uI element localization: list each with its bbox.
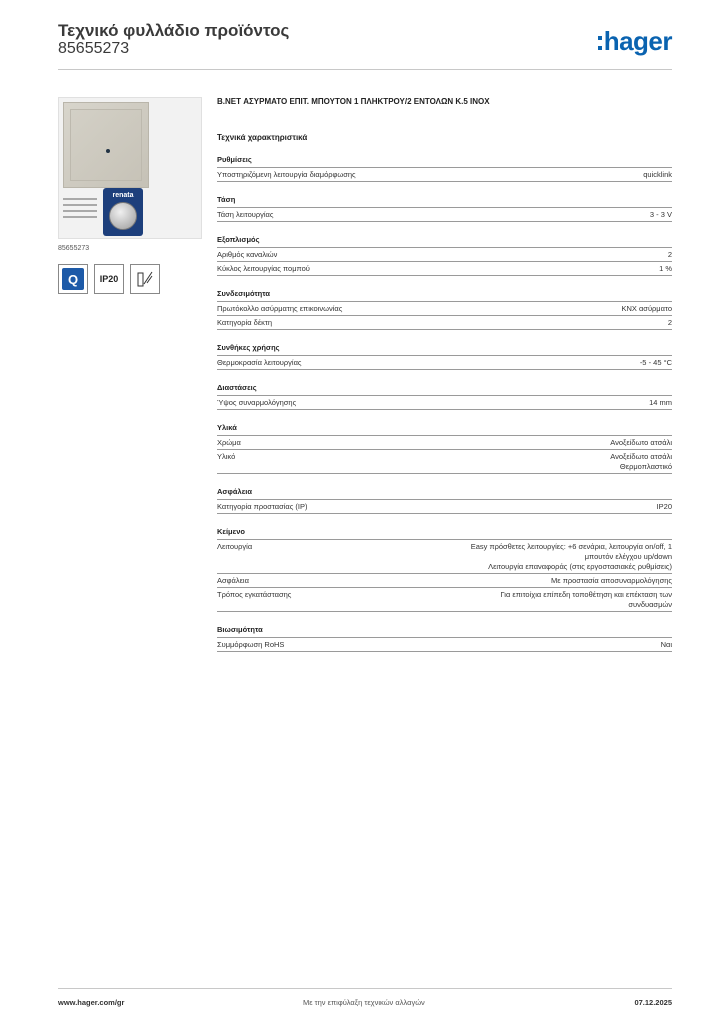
spec-value-line: Easy πρόσθετες λειτουργίες: +6 σενάρια, λειτουργία on/off, 1 (470, 542, 672, 551)
spec-value (417, 542, 672, 572)
spec-row (217, 450, 672, 474)
spec-label: Τρόπος εγκατάστασης (217, 590, 292, 599)
logo-text: hager (603, 26, 672, 56)
spec-row (217, 168, 672, 182)
battery-brand: renata (112, 192, 134, 199)
spec-label: Κύκλος λειτουργίας πομπού (217, 264, 310, 273)
spec-value (417, 318, 672, 328)
section-title: Συνθήκες χρήσης (217, 343, 672, 356)
section-title: Υλικά (217, 423, 672, 436)
spec-label: Ασφάλεια (217, 576, 249, 585)
section-title: Βιωσιμότητα (217, 625, 672, 638)
spec-value (417, 438, 672, 448)
spec-value-line: -5 - 45 °C (639, 358, 672, 367)
spec-label: Κατηγορία προστασίας (IP) (217, 502, 308, 511)
battery-image (103, 188, 143, 236)
spec-value (417, 304, 672, 314)
spec-value (417, 250, 672, 260)
spec-value-line: Ανοξείδωτο ατσάλι (610, 452, 672, 461)
spec-value-line: μπουτόν ελέγχου up/down (584, 552, 672, 561)
ip20-badge (94, 264, 124, 294)
footer-website: www.hager.com/gr (58, 998, 125, 1007)
spec-value-line: 3 - 3 V (649, 210, 672, 219)
section-title: Τάση (217, 195, 672, 208)
section-title: Ασφάλεια (217, 487, 672, 500)
hager-logo (598, 28, 672, 54)
spec-row (217, 248, 672, 262)
product-image (58, 97, 202, 239)
spec-label: Υλικό (217, 452, 236, 461)
section-title: Ρυθμίσεις (217, 155, 672, 168)
section-title: Κείμενο (217, 527, 672, 540)
spec-row (217, 356, 672, 370)
spec-row (217, 262, 672, 276)
spec-value-line: Ανοξείδωτο ατσάλι (610, 438, 672, 447)
spec-section (217, 527, 672, 612)
page-footer (58, 992, 672, 1008)
spec-label: Χρώμα (217, 438, 241, 447)
spec-section (217, 289, 672, 330)
spec-sections (217, 155, 672, 652)
spec-value (417, 502, 672, 512)
image-code: 85655273 (58, 245, 90, 252)
spec-label: Θερμοκρασία λειτουργίας (217, 358, 302, 367)
coin-cell-icon (109, 202, 137, 230)
spec-value (417, 640, 672, 650)
spec-value-line: συνδυασμών (628, 600, 672, 609)
spec-label: Υποστηριζόμενη λειτουργία διαμόρφωσης (217, 170, 356, 179)
product-media-column (58, 97, 202, 294)
section-title: Διαστάσεις (217, 383, 672, 396)
spec-row (217, 316, 672, 330)
spec-row (217, 436, 672, 450)
spec-value (417, 452, 672, 472)
spec-label: Τάση λειτουργίας (217, 210, 274, 219)
spec-value (417, 590, 672, 610)
spec-row (217, 638, 672, 652)
spec-heading: Τεχνικά χαρακτηριστικά (217, 133, 308, 142)
spec-value-line: Λειτουργία επαναφοράς (στις εργοστασιακές ρυθμίσεις) (488, 562, 672, 571)
spec-value (417, 264, 672, 274)
spec-value-line: KNX ασύρματο (621, 304, 672, 313)
spec-section (217, 487, 672, 514)
spec-section (217, 625, 672, 652)
spec-section (217, 235, 672, 276)
product-title: B.NET ΑΣΥΡΜΑΤΟ ΕΠΙΤ. ΜΠΟΥΤΟΝ 1 ΠΛΗΚΤΡΟΥ/2 ΕΝΤΟΛΩΝ Κ.5 INOX (217, 97, 490, 106)
spec-value (417, 170, 672, 180)
header-divider (58, 69, 672, 70)
spec-section (217, 195, 672, 222)
spec-value (417, 358, 672, 368)
page-header (58, 22, 672, 70)
spec-value-line: Θερμοπλαστικό (619, 462, 672, 471)
spec-value-line: 2 (667, 318, 672, 327)
spec-value (417, 398, 672, 408)
switch-plate-image (63, 102, 149, 188)
spec-section (217, 155, 672, 182)
badge-row (58, 264, 202, 294)
spec-content (217, 97, 672, 652)
spec-row (217, 500, 672, 514)
section-title: Εξοπλισμός (217, 235, 672, 248)
document-title: Τεχνικό φυλλάδιο προϊόντος (58, 21, 290, 40)
footer-divider (58, 988, 672, 989)
screws-image (63, 194, 97, 224)
spec-row (217, 540, 672, 574)
spec-value-line: Ναι (660, 640, 672, 649)
spec-label: Λειτουργία (217, 542, 253, 551)
spec-section (217, 383, 672, 410)
installation-icon (130, 264, 160, 294)
spec-value (417, 210, 672, 220)
spec-row (217, 574, 672, 588)
product-code: 85655273 (58, 40, 130, 57)
spec-value-line: Για επιτοίχια επίπεδη τοποθέτηση και επέκταση των (500, 590, 672, 599)
led-indicator (106, 149, 110, 153)
spec-value (417, 576, 672, 586)
spec-row (217, 302, 672, 316)
spec-value-line: 2 (667, 250, 672, 259)
footer-note: Με την επιφύλαξη τεχνικών αλλαγών (303, 998, 425, 1007)
spec-label: Πρωτόκολλο ασύρματης επικοινωνίας (217, 304, 343, 313)
spec-section (217, 343, 672, 370)
spec-row (217, 208, 672, 222)
footer-date: 07.12.2025 (634, 998, 672, 1007)
spec-label: Αριθμός καναλιών (217, 250, 278, 259)
spec-row (217, 588, 672, 612)
ip20-label: IP20 (99, 274, 119, 284)
spec-value-line: 1 % (659, 264, 672, 273)
spec-label: Ύψος συναρμολόγησης (217, 398, 297, 407)
spec-label: Κατηγορία δέκτη (217, 318, 273, 327)
spec-row (217, 396, 672, 410)
spec-section (217, 423, 672, 474)
spec-value-line: IP20 (656, 502, 672, 511)
quicklink-icon: Q (58, 264, 88, 294)
logo-dots-icon (598, 36, 602, 50)
spec-value-line: 14 mm (649, 398, 672, 407)
spec-value-line: Με προστασία αποσυναρμολόγησης (551, 576, 672, 585)
section-title: Συνδεσιμότητα (217, 289, 672, 302)
spec-label: Συμμόρφωση RoHS (217, 640, 285, 649)
spec-value-line: quicklink (643, 170, 672, 179)
